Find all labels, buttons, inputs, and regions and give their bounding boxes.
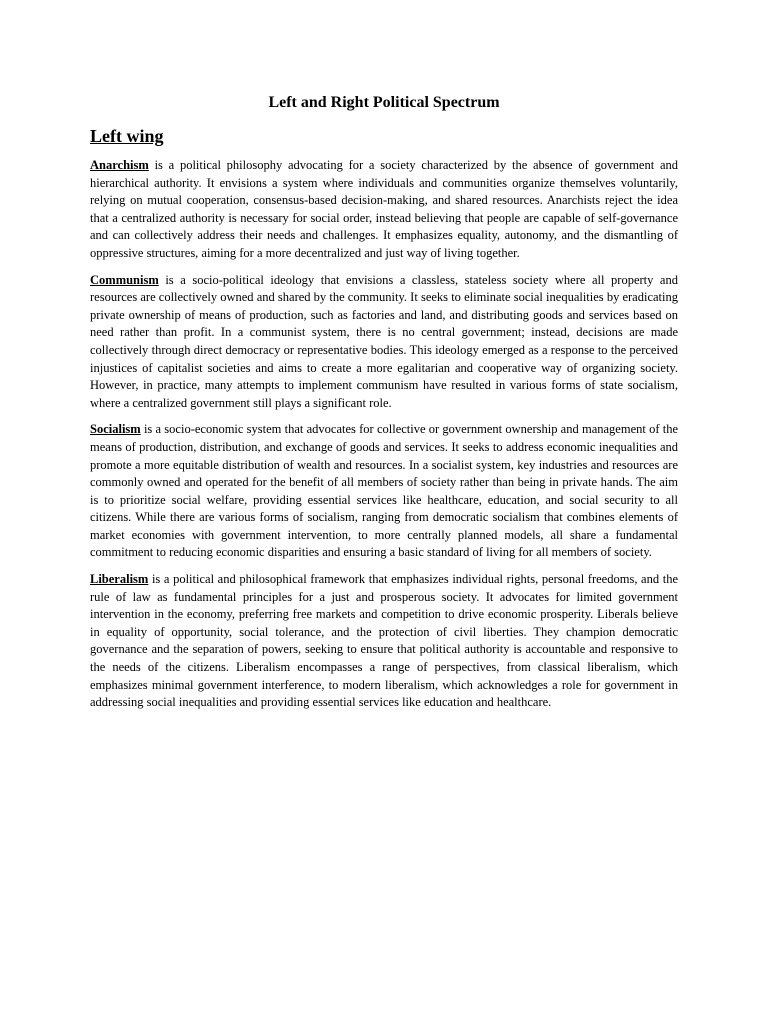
paragraph-communism <box>90 272 678 413</box>
paragraph-socialism <box>90 421 678 562</box>
document-page <box>90 92 678 721</box>
document-title: Left and Right Political Spectrum <box>268 94 500 111</box>
term-liberalism: Liberalism <box>90 572 149 587</box>
paragraph-text: is a political and philosophical framework that emphasizes individual rights, personal freedoms, and the rule of law as fundamental principles for a just and prosperous society. It advocates for limited government intervention in the economy, preferring free markets and competition to drive economic prosperity. Liberals believe in equality of opportunity, social tolerance, and the protection of civil liberties. They champion democratic governance and the separation of powers, seeking to ensure that political authority is accountable and responsive to the needs of the citizens. Liberalism encompasses a range of perspectives, from classical liberalism, which emphasizes minimal government interference, to modern liberalism, which acknowledges a role for government in addressing social inequalities and providing essential services like education and healthcare. <box>90 572 678 710</box>
term-communism: Communism <box>90 272 159 287</box>
paragraph-text: is a socio-political ideology that envisions a classless, stateless society where all property and resources are collectively owned and shared by the community. It seeks to eliminate social inequalities by eradicating private ownership of means of production, such as factories and land, and distributing goods and services based on need rather than profit. In a communist system, there is no central government; instead, decisions are made collectively through direct democracy or representative bodies. This ideology emerged as a response to the perceived injustices of capitalist societies and aims to create a more egalitarian and cooperative way of organizing society. However, in practice, many attempts to implement communism have resulted in various forms of state socialism, where a centralized government still plays a significant role. <box>90 272 678 410</box>
paragraph-anarchism <box>90 157 678 263</box>
paragraph-text: is a socio-economic system that advocates for collective or government ownership and management of the means of production, distribution, and exchange of goods and services. It seeks to address economic inequalities and promote a more equitable distribution of wealth and resources. In a socialist system, key industries and resources are commonly owned and operated for the benefit of all members of society rather than being in private hands. The aim is to prioritize social welfare, providing essential services like healthcare, education, and social security to all citizens. While there are various forms of socialism, ranging from democratic socialism that combines elements of market economies with government intervention, to more centrally planned models, all share a fundamental commitment to reducing economic disparities and ensuring a basic standard of living for all members of society. <box>90 422 678 560</box>
section-heading-left-wing: Left wing <box>90 126 164 146</box>
paragraph-liberalism <box>90 571 678 712</box>
term-anarchism: Anarchism <box>90 158 149 172</box>
paragraph-text: is a political philosophy advocating for a society characterized by the absence of government and hierarchical authority. It envisions a system where individuals and communities organize themselves voluntarily, relying on mutual cooperation, consensus-based decision-making, and shared resources. Anarchists reject the idea that a centralized authority is necessary for social order, instead believing that people are capable of self-governance and can collectively address their needs and challenges. It emphasizes equality, autonomy, and the dismantling of oppressive structures, aiming for a more decentralized and just way of living together. <box>90 158 678 260</box>
term-socialism: Socialism <box>90 422 141 437</box>
